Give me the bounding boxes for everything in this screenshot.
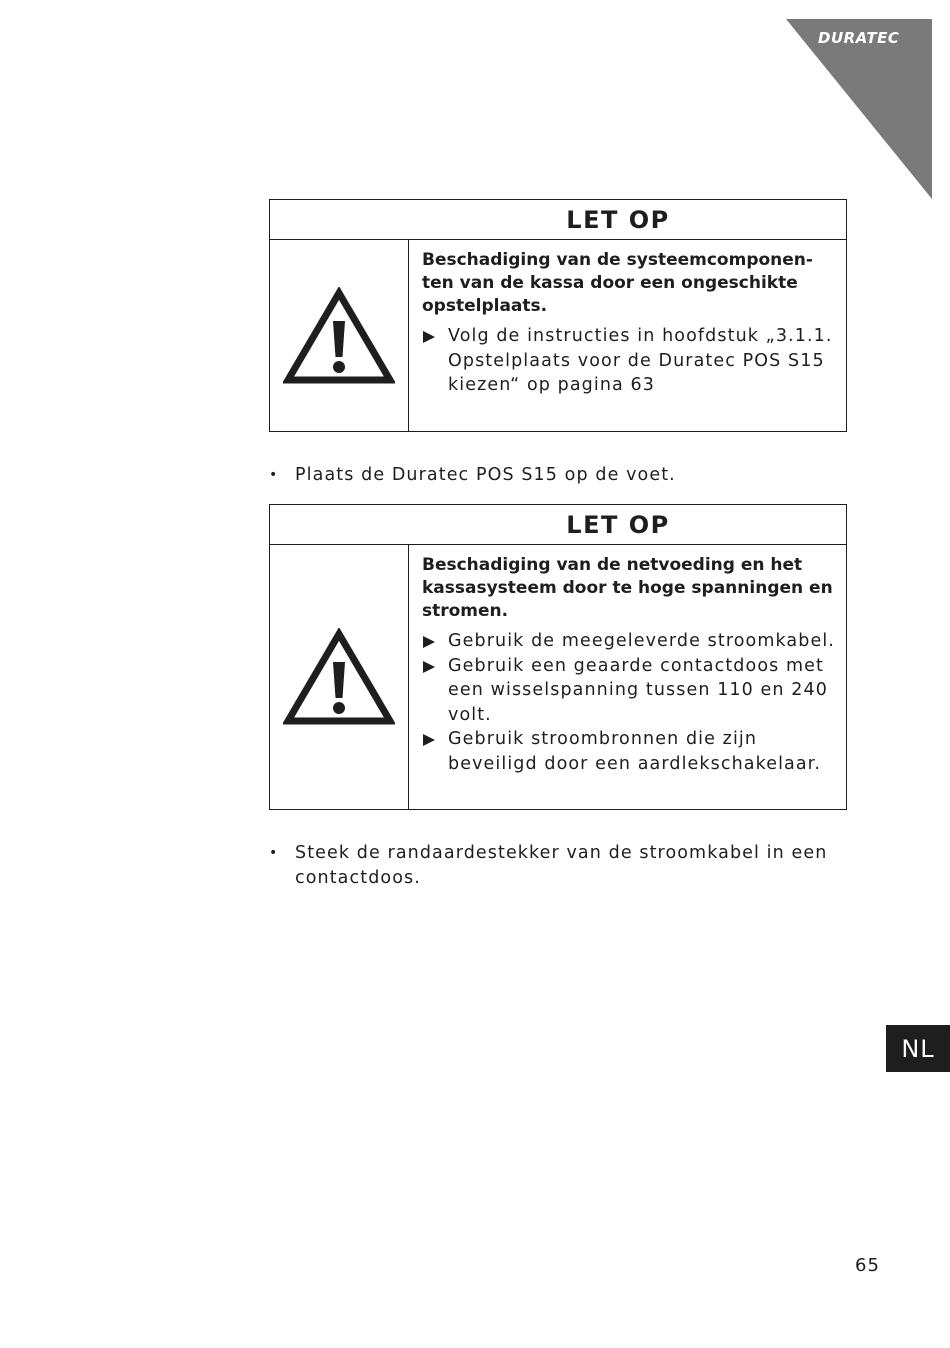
bullet-text: Steek de randaardestekker van de stroomkabel in een contactdoos. (295, 843, 828, 888)
arrow-right-icon (423, 331, 435, 343)
notice-lead: Beschadiging van de netvoeding en het kassasysteem door te hoge spanningen en stromen. (422, 555, 833, 621)
notice-box-1 (269, 199, 847, 432)
instruction-bullet-2 (269, 841, 839, 890)
notice-step (422, 629, 836, 654)
notice-step-text: Gebruik een geaarde contactdoos met een wisselspanning tussen 110 en 240 volt. (448, 655, 828, 725)
warning-triangle-icon (283, 628, 395, 726)
warning-icon-cell (270, 545, 409, 809)
warning-triangle-icon (283, 287, 395, 385)
bullet-dot: • (269, 467, 279, 483)
bullet-dot: • (269, 845, 279, 861)
notice-step-text: Volg de instructies in hoofdstuk „3.1.1. Opstelplaats voor de Duratec POS S15 kiezen“ op pagina 63 (448, 326, 833, 395)
notice-step (422, 324, 836, 398)
notice-step (422, 654, 836, 728)
notice-step-text: Gebruik stroombronnen die zijn beveiligd door een aardlekschakelaar. (448, 729, 822, 774)
notice-title: LET OP (566, 510, 670, 539)
notice-text (409, 545, 846, 809)
arrow-right-icon (423, 636, 435, 648)
arrow-right-icon (423, 661, 435, 673)
notice-title: LET OP (566, 205, 670, 234)
notice-box-2 (269, 504, 847, 810)
warning-icon-cell (270, 240, 409, 431)
page-number: 65 (855, 1255, 880, 1276)
notice-steps (422, 324, 836, 398)
notice-header (270, 200, 846, 240)
notice-step (422, 727, 836, 776)
brand-logo: DURATEC (818, 29, 900, 47)
notice-steps (422, 629, 836, 776)
notice-lead: Beschadiging van de systeemcomponen-ten van de kassa door een ongeschikte opstelplaats. (422, 250, 813, 316)
notice-step-text: Gebruik de meegeleverde stroomkabel. (448, 631, 835, 651)
notice-header (270, 505, 846, 545)
bullet-text: Plaats de Duratec POS S15 op de voet. (295, 465, 676, 485)
arrow-right-icon (423, 734, 435, 746)
notice-text (409, 240, 846, 431)
language-tab: NL (886, 1025, 950, 1072)
instruction-bullet-1 (269, 463, 839, 488)
corner-triangle (0, 0, 950, 210)
